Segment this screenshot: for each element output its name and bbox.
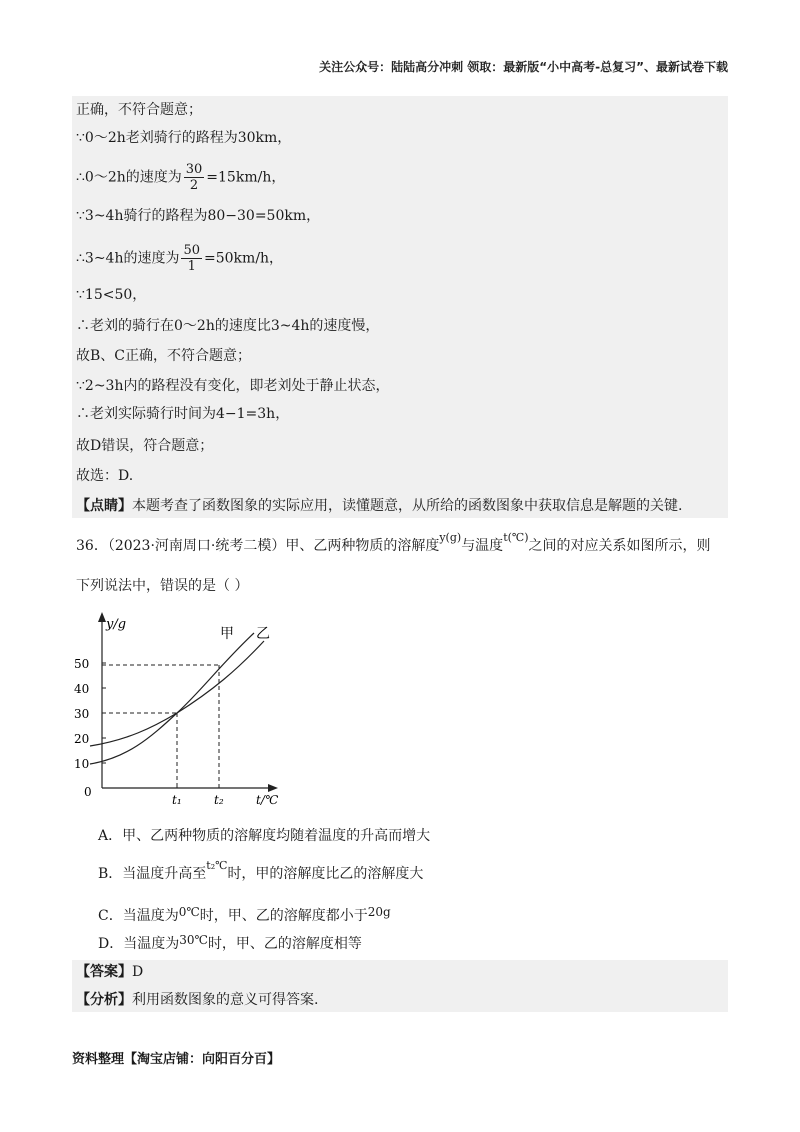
text: ∴3~4h的速度为 bbox=[76, 250, 180, 267]
curve-jia bbox=[90, 633, 254, 764]
solution-line: ∴老刘实际骑行时间为4−1=3h， bbox=[76, 406, 290, 422]
text: 与温度 bbox=[461, 538, 504, 554]
solution-line: 故B、C正确，不符合题意； bbox=[76, 348, 251, 364]
solution-line-fraction bbox=[76, 243, 283, 274]
fraction bbox=[181, 243, 202, 274]
text: =50km/h， bbox=[204, 250, 284, 267]
y-tick-label: 30 bbox=[74, 707, 90, 721]
text: 时，甲的溶解度比乙的溶解度大 bbox=[227, 866, 424, 882]
option-c bbox=[98, 906, 391, 926]
option-b bbox=[98, 859, 424, 885]
option-a: A．甲、乙两种物质的溶解度均随着温度的升高而增大 bbox=[98, 828, 431, 844]
solution-line: 故选：D. bbox=[76, 468, 134, 484]
text: 36．（2023·河南周口·统考二模）甲、乙两种物质的溶解度 bbox=[76, 538, 440, 554]
solution-line-fraction bbox=[76, 162, 285, 193]
remark-line bbox=[76, 496, 682, 516]
remark-text: 本题考查了函数图象的实际应用，读懂题意，从所给的函数图象中获取信息是解题的关键. bbox=[132, 498, 683, 514]
y-tick-label: 50 bbox=[74, 657, 90, 671]
x-tick-label: t₂ bbox=[214, 793, 224, 807]
x-tick-label: t₁ bbox=[172, 793, 182, 807]
numerator: 30 bbox=[185, 162, 203, 177]
solubility-graph bbox=[72, 608, 292, 813]
answer-line bbox=[76, 962, 143, 982]
solution-line: ∵15<50， bbox=[76, 287, 147, 303]
question-stem bbox=[76, 531, 711, 557]
temp-value: 0℃ bbox=[178, 905, 200, 919]
solution-line: 故D错误，符合题意； bbox=[76, 438, 214, 454]
text: 之间的对应关系如图所示，则 bbox=[528, 538, 711, 554]
denominator: 2 bbox=[189, 178, 199, 193]
text: 时，甲、乙的溶解度都小于 bbox=[199, 908, 368, 924]
option-d bbox=[98, 934, 362, 954]
question-stem: 下列说法中，错误的是（ ） bbox=[76, 578, 249, 594]
mass-value: 20g bbox=[367, 905, 391, 919]
answer-tag: 【答案】 bbox=[76, 964, 132, 980]
t-unit: t(℃) bbox=[503, 531, 529, 544]
origin-label: 0 bbox=[84, 785, 92, 799]
denominator: 1 bbox=[187, 259, 196, 274]
analysis-line bbox=[76, 990, 318, 1010]
analysis-text: 利用函数图象的意义可得答案. bbox=[132, 992, 319, 1008]
text: =15km/h， bbox=[206, 169, 286, 186]
numerator: 50 bbox=[183, 243, 201, 258]
text: D．当温度为 bbox=[98, 936, 180, 952]
y-tick-label: 40 bbox=[74, 682, 90, 696]
solution-line: ∵0～2h老刘骑行的路程为30km， bbox=[76, 130, 292, 146]
text: C．当温度为 bbox=[98, 908, 179, 924]
text: B．当温度升高至 bbox=[98, 866, 207, 882]
y-tick-label: 20 bbox=[74, 732, 90, 746]
text: 时，甲、乙的溶解度相等 bbox=[207, 936, 362, 952]
y-tick-label: 10 bbox=[74, 757, 90, 771]
temp-t2: t₂℃ bbox=[206, 859, 228, 872]
fraction bbox=[184, 162, 205, 193]
page-header: 关注公众号：陆陆高分冲刺 领取：最新版“小中高考-总复习”、最新试卷下载 bbox=[319, 60, 728, 74]
y-unit: y(g) bbox=[439, 531, 462, 544]
remark-tag: 【点睛】 bbox=[76, 498, 132, 514]
solution-line: ∵2~3h内的路程没有变化，即老刘处于静止状态， bbox=[76, 378, 390, 394]
temp-value: 30℃ bbox=[179, 933, 208, 947]
solution-line: ∵3~4h骑行的路程为80−30=50km， bbox=[76, 208, 321, 224]
analysis-tag: 【分析】 bbox=[76, 992, 132, 1008]
series-label-yi: 乙 bbox=[256, 626, 270, 642]
solution-line: ∴老刘的骑行在0～2h的速度比3~4h的速度慢， bbox=[76, 318, 380, 334]
text: ∴0～2h的速度为 bbox=[76, 169, 182, 186]
solution-line: 正确，不符合题意； bbox=[76, 102, 202, 118]
series-label-jia: 甲 bbox=[220, 626, 234, 642]
y-axis-label: y/g bbox=[106, 617, 127, 632]
page-footer: 资料整理【淘宝店铺：向阳百分百】 bbox=[72, 1052, 281, 1067]
x-axis-label: t/℃ bbox=[256, 793, 279, 807]
answer-text: D bbox=[132, 964, 144, 980]
